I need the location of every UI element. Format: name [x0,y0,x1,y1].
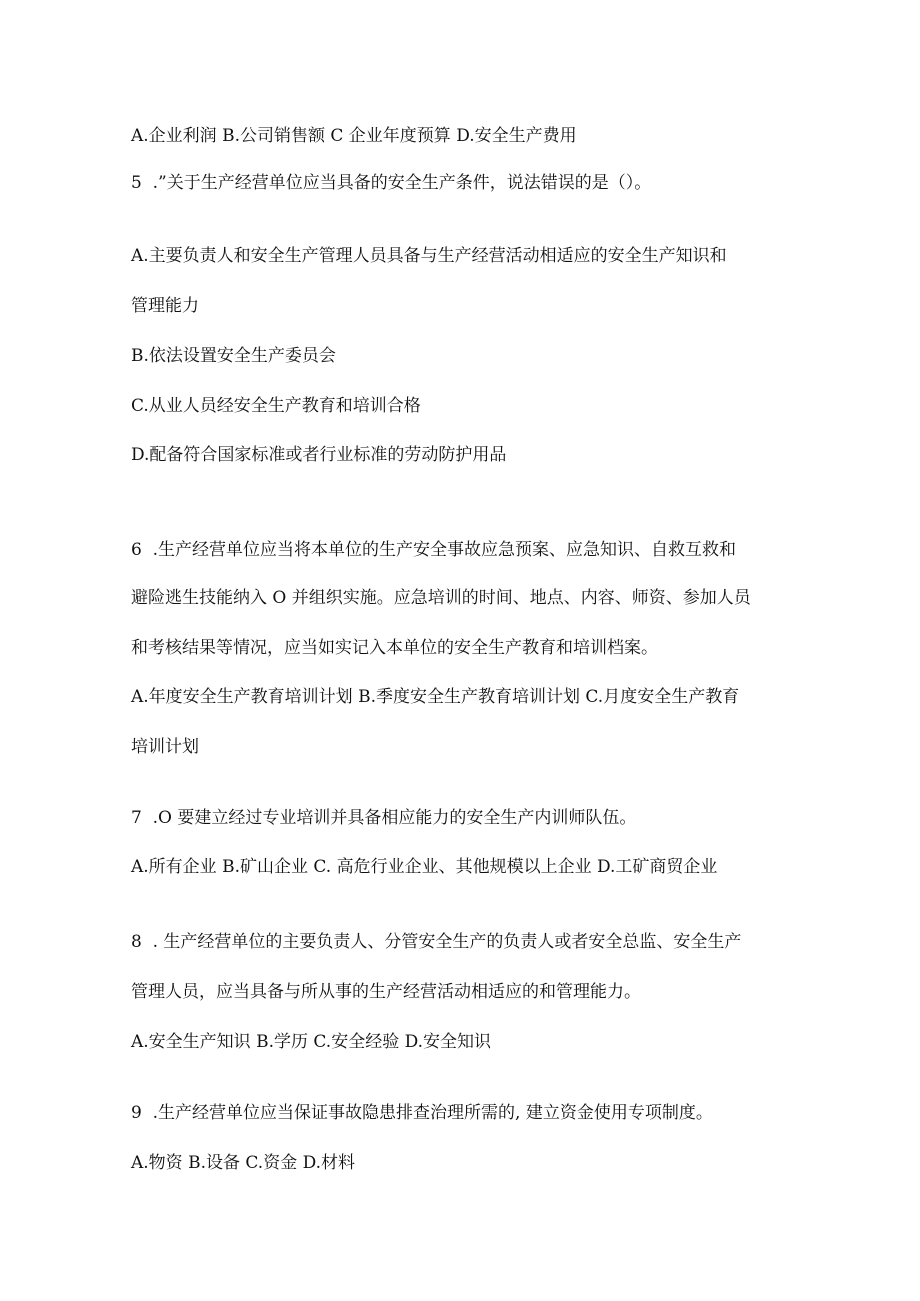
q4-options: A.企业利润 B.公司销售额 C 企业年度预算 D.安全生产费用 [131,126,577,146]
q5-option-b: B.依法设置安全生产委员会 [131,346,336,366]
q5-option-c: C.从业人员经安全生产教育和培训合格 [131,396,421,416]
q6-stem: 6 .生产经营单位应当将本单位的生产安全事故应急预案、应急知识、自救互救和 [131,540,737,560]
q5-option-d: D.配备符合国家标准或者行业标准的劳动防护用品 [131,445,507,465]
q8-stem: 8 . 生产经营单位的主要负责人、分管安全生产的负责人或者安全总监、安全生产 [131,932,742,952]
q6-stem-continued-1: 避险逃生技能纳入 O 并组织实施。应急培训的时间、地点、内容、师资、参加人员 [131,588,751,608]
q9-options: A.物资 B.设备 C.资金 D.材料 [131,1153,356,1173]
q5-stem: 5 .”关于生产经营单位应当具备的安全生产条件，说法错误的是（）。 [131,173,652,193]
q9-stem: 9 .生产经营单位应当保证事故隐患排查治理所需的, 建立资金使用专项制度。 [131,1103,713,1123]
q6-options-continued: 培训计划 [131,737,199,757]
q5-option-a: A.主要负责人和安全生产管理人员具备与生产经营活动相适应的安全生产知识和 [131,246,727,266]
q7-stem: 7 .O 要建立经过专业培训并具备相应能力的安全生产内训师队伍。 [131,808,637,828]
q7-options: A.所有企业 B.矿山企业 C. 高危行业企业、其他规模以上企业 D.工矿商贸企业 [131,857,718,877]
q6-options: A.年度安全生产教育培训计划 B.季度安全生产教育培训计划 C.月度安全生产教育 [131,687,740,707]
q8-stem-continued: 管理人员，应当具备与所从事的生产经营活动相适应的和管理能力。 [131,982,641,1002]
q6-stem-continued-2: 和考核结果等情况，应当如实记入本单位的安全生产教育和培训档案。 [131,638,658,658]
q5-option-a-continued: 管理能力 [131,296,199,316]
q8-options: A.安全生产知识 B.学历 C.安全经验 D.安全知识 [131,1032,492,1052]
